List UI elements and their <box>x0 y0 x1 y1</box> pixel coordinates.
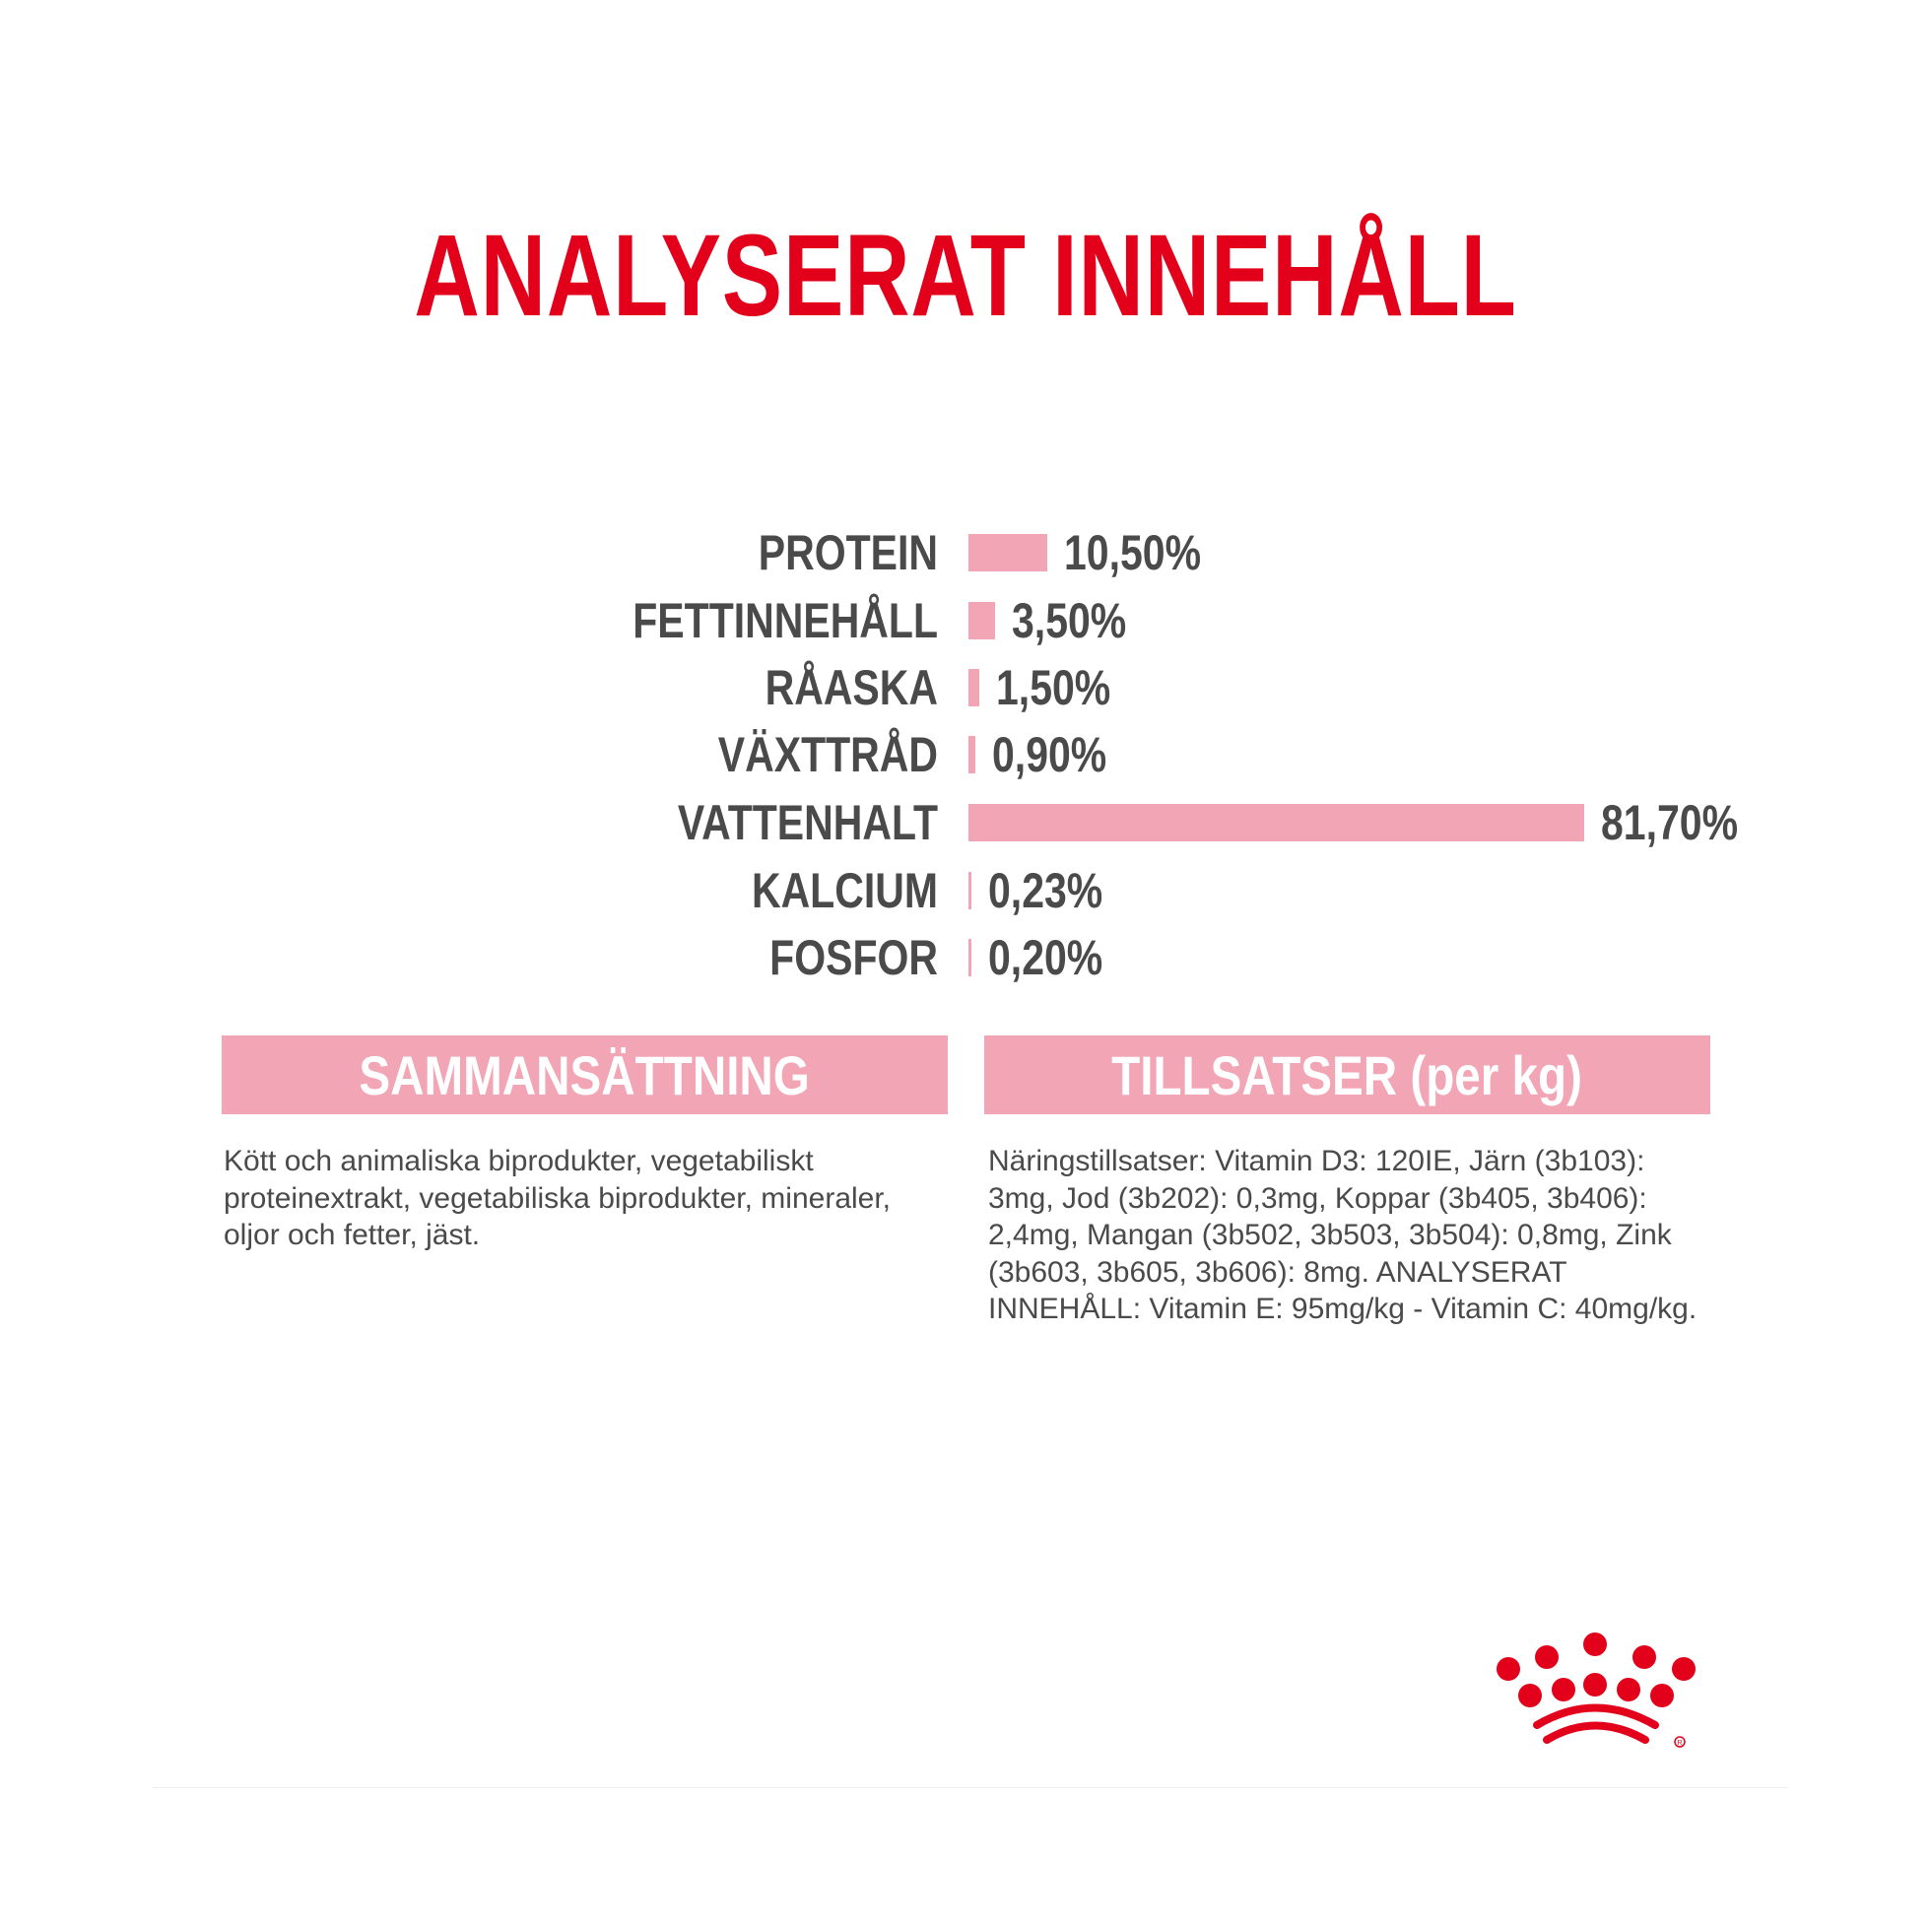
bar-value-label: 81,70% <box>1601 795 1739 850</box>
bar <box>968 534 1047 571</box>
bar-label: FETTINNEHÅLL <box>633 593 938 648</box>
bar-value-label: 1,50% <box>996 660 1111 715</box>
bar-label: VATTENHALT <box>677 795 938 850</box>
bar-label: FOSFOR <box>769 930 938 985</box>
composition-text: Kött och animaliska biprodukter, vegetabiliskt proteinextrakt, vegetabiliska biprodukter, mineraler, oljor och fetter, jäst. <box>224 1145 892 1251</box>
bar <box>968 602 995 639</box>
bar-label: RÅASKA <box>765 660 938 715</box>
bar-value-label: 0,90% <box>992 727 1107 782</box>
bar-label: VÄXTTRÅD <box>717 727 938 782</box>
composition-header <box>222 1035 948 1114</box>
page-title: ANALYSERAT INNEHÅLL <box>414 211 1517 341</box>
svg-text:R: R <box>1677 1740 1683 1747</box>
bar <box>968 872 971 909</box>
bar <box>968 736 975 773</box>
additives-text: Näringstillsatser: Vitamin D3: 120IE, Järn (3b103): 3mg, Jod (3b202): 0,3mg, Koppar (3b405, 3b406): 2,4mg, Mangan (3b502, 3b503, 3b504): 0,8mg, Zink (3b603, 3b605, 3b606): 8mg. ANALYSERAT INNEHÅLL: Vitamin E: 95mg/kg - Vitamin C: 40mg/kg. <box>988 1145 1698 1325</box>
bar-value-label: 0,23% <box>988 863 1103 918</box>
royal-canin-crown-icon <box>1496 1626 1712 1749</box>
bar <box>968 669 979 706</box>
bar <box>968 939 971 976</box>
composition-header-label: SAMMANSÄTTNING <box>359 1043 811 1106</box>
bar-label: PROTEIN <box>758 525 938 580</box>
bar-label: KALCIUM <box>751 863 938 918</box>
bar-value-label: 3,50% <box>1012 593 1127 648</box>
bottom-divider <box>153 1787 1788 1788</box>
additives-header <box>984 1035 1710 1114</box>
additives-header-label: TILLSATSER (per kg) <box>1111 1043 1583 1106</box>
bar-value-label: 0,20% <box>988 930 1103 985</box>
bar <box>968 804 1584 841</box>
bar-value-label: 10,50% <box>1064 525 1202 580</box>
